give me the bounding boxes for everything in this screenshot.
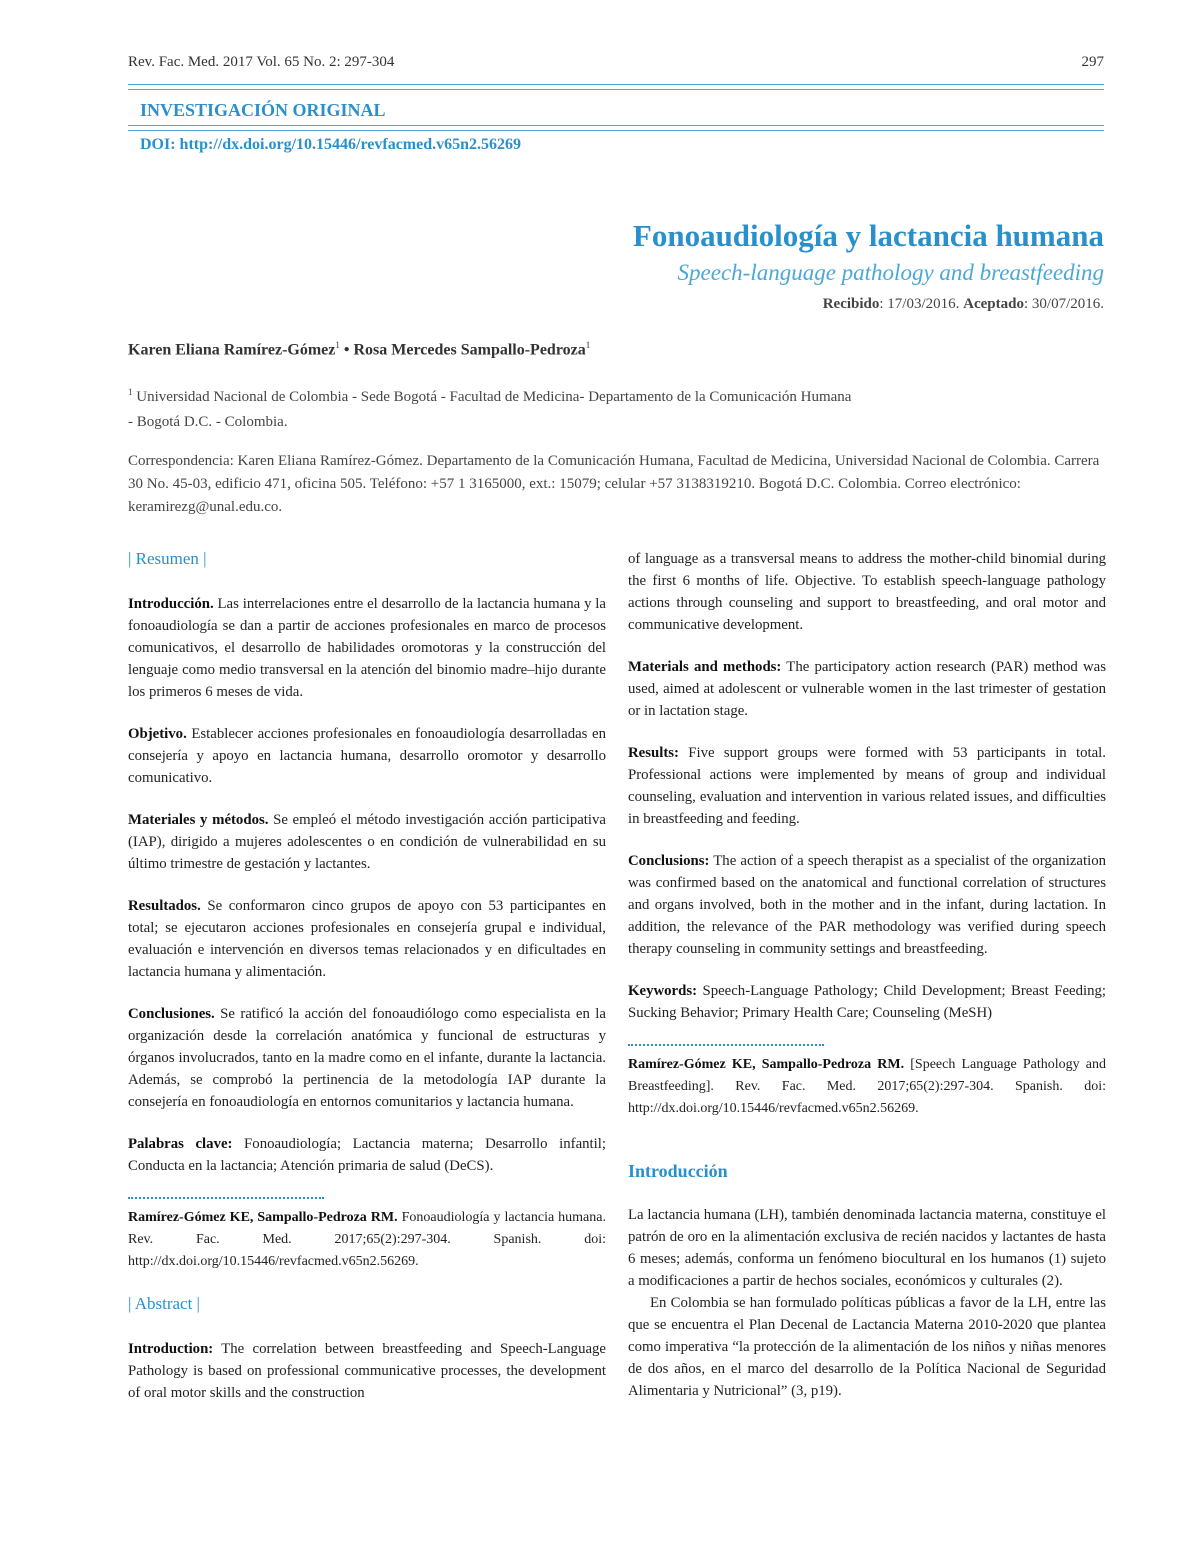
abstract-introduction-start: Introduction: The correlation between breastfeeding and Speech-Language Pathology is based on professional communicative processes, the development of oral motor skills and the construction (128, 1341, 606, 1401)
label: Resultados. (128, 898, 201, 914)
label: Introduction: (128, 1341, 214, 1357)
label: Ramírez-Gómez KE, Sampallo-Pedroza RM. (128, 1210, 398, 1225)
text: Establecer acciones profesionales en fonoaudiología desarrolladas en consejería y apoyo en lactancia humana, desarrollo oromotor y desarrollo comunicativo. (128, 726, 606, 786)
label: Ramírez-Gómez KE, Sampallo-Pedroza RM. (628, 1057, 905, 1072)
text: [Speech Language Pathology and Breastfeeding]. Rev. Fac. Med. 2017;65(2):297-304. Spanish. doi: http://dx.doi.org/10.15446/revfacmed.v65n2.56269. (628, 1057, 1106, 1116)
article-dates (823, 296, 1104, 313)
header-rule-bottom (128, 125, 1104, 131)
introduccion-heading: Introducción (628, 1161, 728, 1181)
text: Se empleó el método investigación acción participativa (IAP), dirigido a mujeres adolescentes o en condición de vulnerabilidad en su último trimestre de gestación y lactantes. (128, 812, 606, 872)
resumen-introduccion (128, 593, 606, 703)
resumen-materiales (128, 809, 606, 875)
author-separator: • (339, 341, 354, 359)
section-label: INVESTIGACIÓN ORIGINAL (140, 100, 386, 120)
running-header (128, 54, 1104, 76)
resumen-objetivo (128, 723, 606, 789)
doi-link[interactable]: DOI: http://dx.doi.org/10.15446/revfacmed.v65n2.56269 (140, 136, 522, 153)
text: Five support groups were formed with 53 participants in total. Professional actions were implemented by means of group and individual counseling, evaluation and intervention in various related issues, and difficulties in breastfeeding and feeding. (628, 745, 1106, 827)
text: Fonoaudiología; Lactancia materna; Desarrollo infantil; Conducta en la lactancia; Atención primaria de salud (DeCS). (128, 1136, 606, 1174)
correspondence: Correspondencia: Karen Eliana Ramírez-Gómez. Departamento de la Comunicación Humana, Facultad de Medicina, Universidad Nacional de Colombia. Carrera 30 No. 45-03, edificio 471, oficina 505. Teléfono: +57 1 3165000, ext.: 15079; celular +57 3138319210. Bogotá D.C. Colombia. Correo electrónico: keramirezg@unal.edu.co. (128, 453, 1100, 515)
resumen-palabras-clave (128, 1133, 606, 1177)
label: Introducción. (128, 596, 214, 612)
abstract-results (628, 742, 1106, 830)
introduccion-paragraph-2: En Colombia se han formulado políticas públicas a favor de la LH, entre las que se encuentra el Plan Decenal de Lactancia Materna 2010-2020 que plantea como imperativa “la protección de la alimentación de los niños y niñas menores de dos años, en el marco del desarrollo de la Política Nacional de Seguridad Alimentaria y Nutricional” (3, p19). (628, 1295, 1106, 1399)
introduccion-paragraph-1: La lactancia humana (LH), también denominada lactancia materna, constituye el patrón de oro en la alimentación exclusiva de recién nacidos y lactantes de hasta 6 meses; además, conforma un fenómeno biocultural en los humanos (1) sujeto a modificaciones a partir de hechos sociales, económicos y culturales (2). (628, 1207, 1106, 1289)
abstract-conclusions (628, 850, 1106, 960)
citation-divider (128, 1197, 324, 1199)
text: Las interrelaciones entre el desarrollo de la lactancia humana y la fonoaudiología se dan a partir de acciones profesionales en marco de procesos comunicativos, el desarrollo de habilidades oromotoras y la construcción del lenguaje como medio transversal en la atención del binomio madre–hijo durante los primeros 6 meses de vida. (128, 596, 606, 700)
label: Palabras clave: (128, 1136, 233, 1152)
text: The participatory action research (PAR) method was used, aimed at adolescent or vulnerable women in the last trimester of gestation or in lactation stage. (628, 659, 1106, 719)
author-1-sup: 1 (335, 340, 340, 350)
header-rule-top (128, 84, 1104, 90)
label: Conclusiones. (128, 1006, 215, 1022)
text: Speech-Language Pathology; Child Development; Breast Feeding; Sucking Behavior; Primary Health Care; Counseling (MeSH) (628, 983, 1106, 1021)
journal-reference: Rev. Fac. Med. 2017 Vol. 65 No. 2: 297-304 (128, 54, 395, 70)
abstract-materials (628, 656, 1106, 722)
label: Keywords: (628, 983, 698, 999)
affiliation-line-2: - Bogotá D.C. - Colombia. (128, 414, 288, 430)
page-number: 297 (1081, 54, 1104, 70)
resumen-resultados (128, 895, 606, 983)
abstract-heading: | Abstract | (128, 1294, 200, 1313)
text: The action of a speech therapist as a specialist of the organization was confirmed based on the anatomical and functional correlation of structures and organs involved, both in the mother and in the infant, during lactation. In addition, the relevance of the PAR methodology was verified during speech therapy counseling in community settings and breastfeeding. (628, 853, 1106, 957)
text: Se ratificó la acción del fonoaudiólogo como especialista en la organización desde la correlación anatómica y funcional de estructuras y órganos involucrados, tanto en la madre como en el infante, durante la lactancia. Además, se comprobó la pertinencia de la metodología IAP durante la consejería en fonoaudiología en entornos comunitarios y lactancia humana. (128, 1006, 606, 1110)
citation-divider (628, 1044, 824, 1046)
article-title: Fonoaudiología y lactancia humana (632, 218, 1104, 253)
author-2-sup: 1 (585, 340, 591, 350)
text: Fonoaudiología y lactancia humana. Rev. Fac. Med. 2017;65(2):297-304. Spanish. doi: http://dx.doi.org/10.15446/revfacmed.v65n2.56269. (128, 1210, 606, 1269)
abstract-keywords (628, 980, 1106, 1024)
label: Objetivo. (128, 726, 187, 742)
label: Conclusions: (628, 853, 710, 869)
label: Materials and methods: (628, 659, 782, 675)
affiliation-sup: 1 (128, 387, 133, 397)
resumen-conclusiones (128, 1003, 606, 1113)
affiliation-line-1: Universidad Nacional de Colombia - Sede Bogotá - Facultad de Medicina- Departamento de la Comunicación Humana (136, 389, 852, 405)
text: Se conformaron cinco grupos de apoyo con 53 participantes en total; se ejecutaron acciones profesionales en consejería grupal e individual, evaluación e intervención en diversos temas relacionados y en dificultades en lactancia humana y alimentación. (128, 898, 606, 980)
accepted-label: Aceptado (963, 296, 1024, 312)
author-1: Karen Eliana Ramírez-Gómez (128, 341, 336, 359)
affiliation (128, 380, 1108, 435)
resumen-heading: | Resumen | (128, 549, 207, 568)
received-date: : 17/03/2016. (879, 296, 964, 312)
label: Results: (628, 745, 679, 761)
abstract-introduction-cont: of language as a transversal means to address the mother-child binomial during the first 6 months of life. Objective. To establish speech-language pathology actions through counseling and support to breastfeeding, and oral motor and communicative development. (628, 551, 1106, 633)
abstract-citation (628, 1054, 1106, 1120)
accepted-date: : 30/07/2016. (1023, 296, 1104, 312)
received-label: Recibido (822, 296, 880, 312)
article-subtitle: Speech-language pathology and breastfeeding (677, 260, 1104, 285)
right-column (628, 548, 1106, 1402)
left-column (128, 548, 606, 1404)
author-2: Rosa Mercedes Sampallo-Pedroza (353, 341, 586, 359)
resumen-citation (128, 1207, 606, 1273)
label: Materiales y métodos. (128, 812, 269, 828)
author-list (128, 340, 590, 359)
